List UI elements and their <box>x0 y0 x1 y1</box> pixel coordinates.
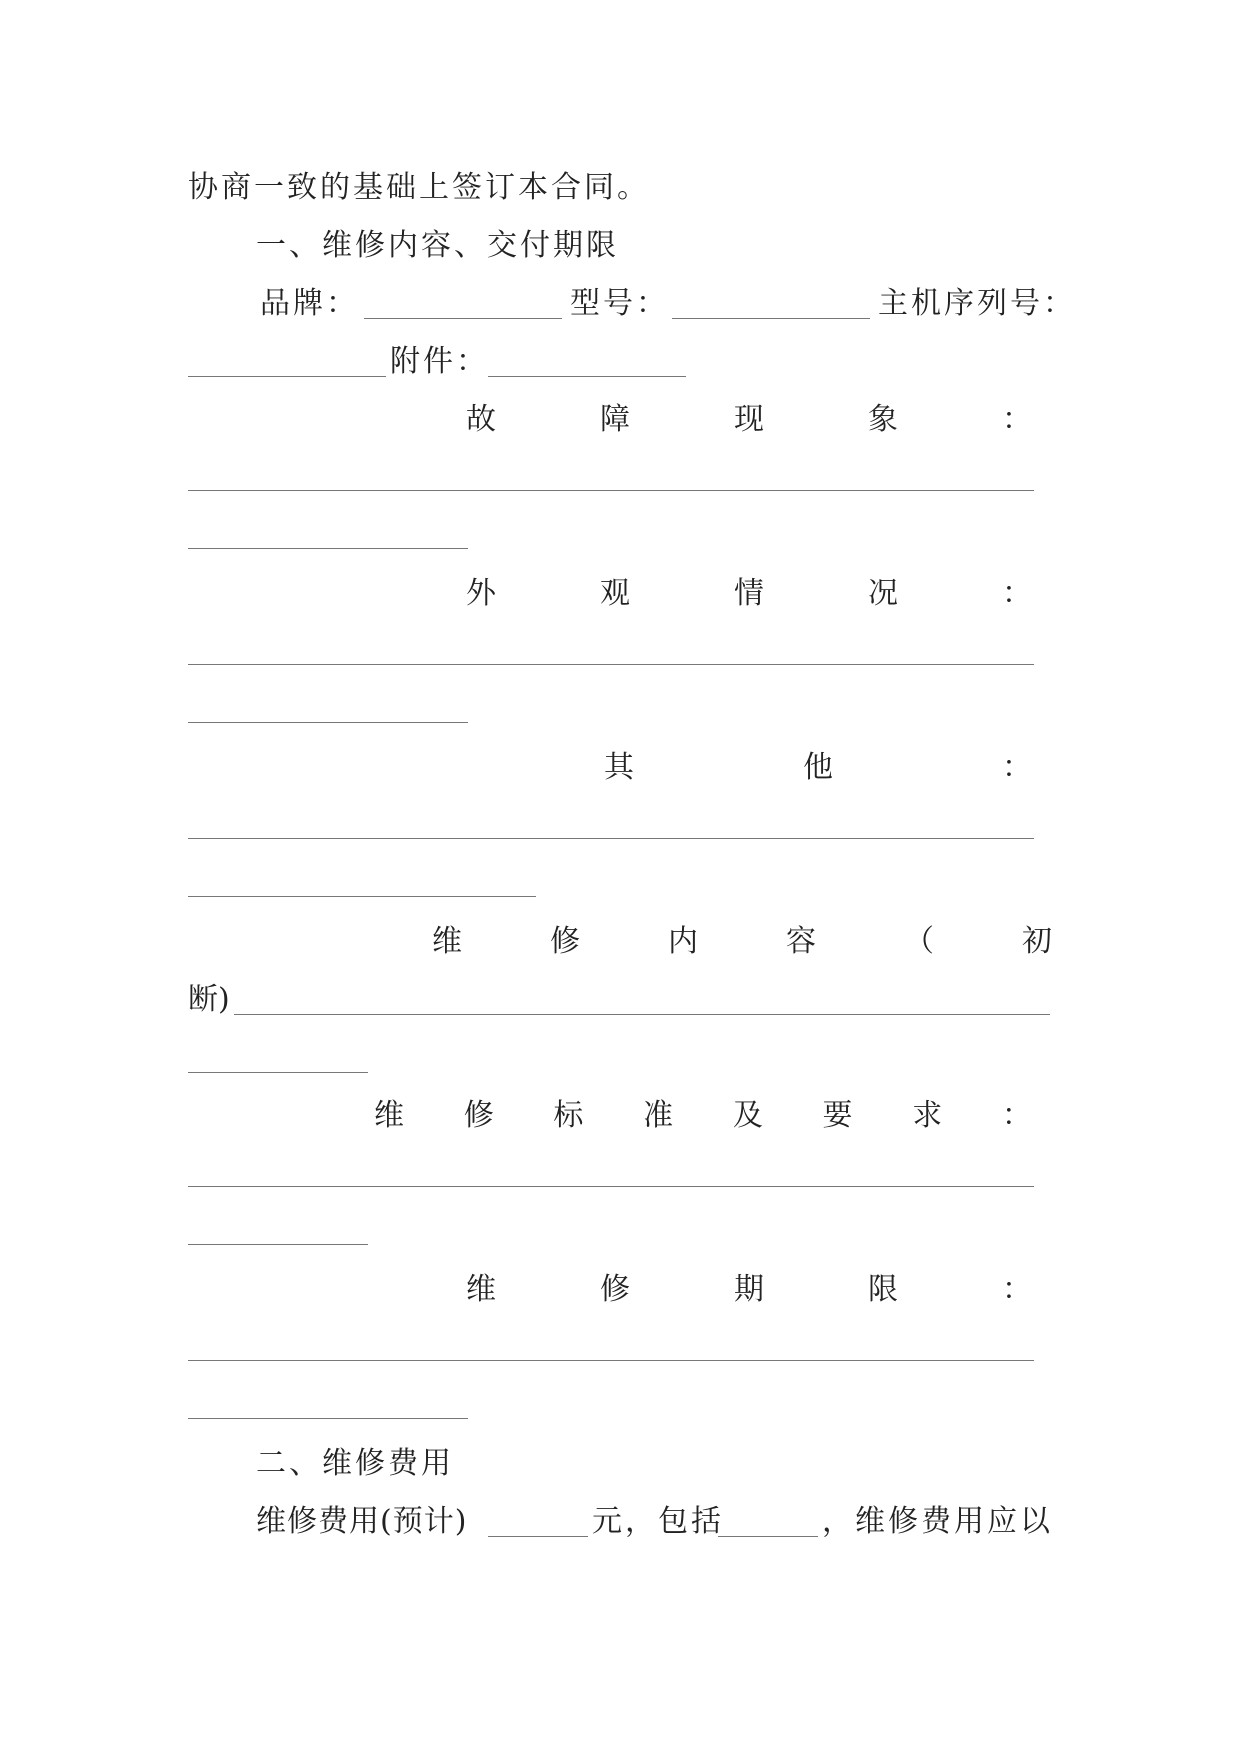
repair-content-blank-line[interactable] <box>234 1014 1050 1015</box>
fault-char: 障 <box>600 402 630 437</box>
standard-char: 求 <box>912 1098 943 1133</box>
appearance-char: ： <box>1002 576 1032 611</box>
fault-char: 故 <box>466 402 496 437</box>
brand-blank[interactable] <box>364 318 562 319</box>
fault-char: 现 <box>734 402 764 437</box>
repair-content-label <box>432 922 1052 962</box>
fault-blank-line[interactable] <box>188 548 468 549</box>
fault-label <box>466 400 1032 440</box>
period-char: 限 <box>868 1272 898 1307</box>
fee-includes-blank[interactable] <box>718 1536 818 1537</box>
accessory-label: 附件： <box>390 344 489 379</box>
model-blank[interactable] <box>672 318 870 319</box>
period-blank-line[interactable] <box>188 1360 1034 1361</box>
fee-prefix: 维修费用(预计) <box>256 1504 468 1539</box>
repair-content-char: 修 <box>550 924 580 959</box>
repair-content-char: 维 <box>432 924 462 959</box>
fault-char: ： <box>1002 402 1032 437</box>
fee-amount-blank[interactable] <box>488 1536 588 1537</box>
period-label <box>466 1270 1032 1310</box>
repair-content-char: 内 <box>668 924 698 959</box>
period-char: 修 <box>600 1272 630 1307</box>
appearance-label <box>466 574 1032 614</box>
other-char: 他 <box>803 750 833 785</box>
accessory-blank[interactable] <box>488 376 686 377</box>
appearance-char: 观 <box>600 576 630 611</box>
fault-char: 象 <box>868 402 898 437</box>
other-label <box>604 748 1032 788</box>
other-char: 其 <box>604 750 634 785</box>
appearance-char: 况 <box>868 576 898 611</box>
period-char: 维 <box>466 1272 496 1307</box>
repair-content-continuation: 断) <box>188 982 230 1017</box>
standard-char: 标 <box>553 1098 584 1133</box>
standard-char: 要 <box>822 1098 853 1133</box>
repair-content-char: 初 <box>1022 924 1052 959</box>
standard-char: 维 <box>374 1098 404 1133</box>
section2-heading: 二、维修费用 <box>256 1446 454 1481</box>
appearance-char: 外 <box>466 576 496 611</box>
standard-label <box>374 1096 1032 1136</box>
fee-suffix: ，维修费用应以 <box>822 1504 1053 1539</box>
other-char: ： <box>1002 750 1032 785</box>
period-blank-line[interactable] <box>188 1418 468 1419</box>
brand-label: 品牌： <box>260 286 359 321</box>
period-char: ： <box>1002 1272 1032 1307</box>
fee-unit: 元，包括 <box>592 1504 724 1539</box>
serial-blank[interactable] <box>188 376 386 377</box>
appearance-blank-line[interactable] <box>188 664 1034 665</box>
serial-label: 主机序列号： <box>878 286 1076 321</box>
other-blank-line[interactable] <box>188 896 536 897</box>
section1-heading: 一、维修内容、交付期限 <box>256 228 619 263</box>
standard-char: 修 <box>463 1098 494 1133</box>
model-label: 型号： <box>570 286 669 321</box>
repair-content-char: （ <box>904 924 934 959</box>
standard-blank-line[interactable] <box>188 1186 1034 1187</box>
repair-content-blank-line[interactable] <box>188 1072 368 1073</box>
other-blank-line[interactable] <box>188 838 1034 839</box>
standard-char: ： <box>1001 1098 1032 1133</box>
intro-line: 协商一致的基础上签订本合同。 <box>188 170 650 205</box>
standard-blank-line[interactable] <box>188 1244 368 1245</box>
appearance-char: 情 <box>734 576 764 611</box>
fault-blank-line[interactable] <box>188 490 1034 491</box>
appearance-blank-line[interactable] <box>188 722 468 723</box>
standard-char: 及 <box>732 1098 763 1133</box>
period-char: 期 <box>734 1272 764 1307</box>
standard-char: 准 <box>643 1098 674 1133</box>
repair-content-char: 容 <box>786 924 816 959</box>
